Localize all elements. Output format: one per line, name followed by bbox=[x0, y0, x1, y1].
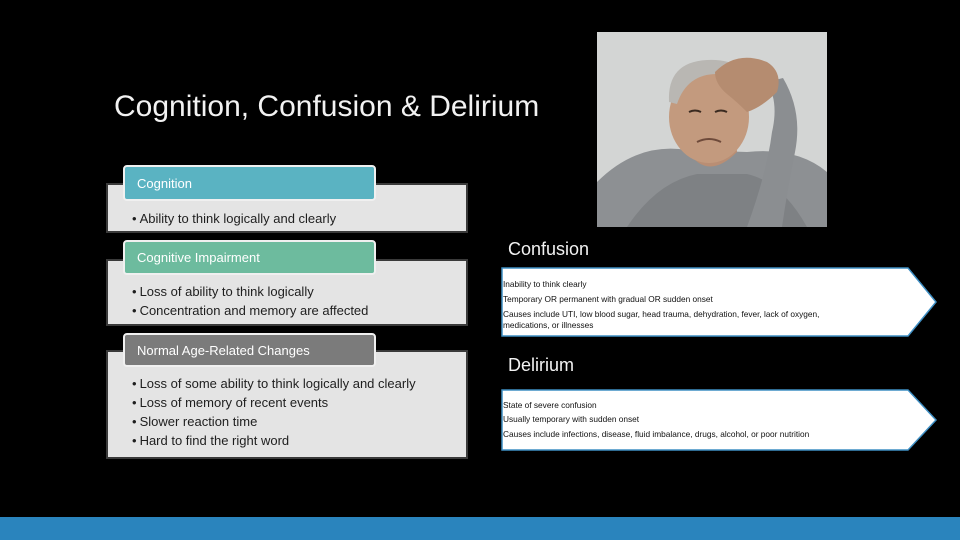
delirium-line: State of severe confusion bbox=[503, 400, 597, 410]
slide-title: Cognition, Confusion & Delirium bbox=[114, 90, 540, 123]
impairment-bullet-list bbox=[132, 282, 368, 320]
age-related-changes-tab bbox=[123, 333, 376, 367]
cognition-tab bbox=[123, 165, 376, 201]
list-item: • Slower reaction time bbox=[132, 412, 416, 431]
confusion-line: Causes include UTI, low blood sugar, head trauma, dehydration, fever, lack of oxygen, bbox=[503, 309, 820, 319]
delirium-text bbox=[503, 398, 809, 442]
confusion-line: medications, or illnesses bbox=[503, 320, 594, 330]
elderly-man-holding-head-photo bbox=[597, 32, 827, 227]
delirium-heading: Delirium bbox=[508, 355, 575, 375]
confusion-text bbox=[503, 278, 819, 331]
cognitive-impairment-label: Cognitive Impairment bbox=[137, 250, 260, 265]
confusion-heading: Confusion bbox=[508, 239, 590, 259]
list-item: • Ability to think logically and clearly bbox=[132, 209, 336, 228]
delirium-line: Causes include infections, disease, fluid imbalance, drugs, alcohol, or poor nutrition bbox=[503, 429, 810, 439]
list-item: • Loss of ability to think logically bbox=[132, 282, 368, 301]
confusion-line: Temporary OR permanent with gradual OR sudden onset bbox=[503, 294, 713, 304]
list-item: • Loss of memory of recent events bbox=[132, 393, 416, 412]
list-item: • Loss of some ability to think logically and clearly bbox=[132, 374, 416, 393]
list-item: • Concentration and memory are affected bbox=[132, 301, 368, 320]
list-item: • Hard to find the right word bbox=[132, 431, 416, 450]
age-changes-bullet-list bbox=[132, 374, 416, 450]
confusion-line: Inability to think clearly bbox=[503, 279, 587, 289]
cognition-bullet-list bbox=[132, 209, 336, 228]
cognition-label: Cognition bbox=[137, 175, 192, 191]
delirium-line: Usually temporary with sudden onset bbox=[503, 414, 640, 424]
cognitive-impairment-tab bbox=[123, 240, 376, 275]
bottom-accent-bar bbox=[0, 517, 960, 540]
age-related-changes-label: Normal Age-Related Changes bbox=[137, 342, 310, 358]
